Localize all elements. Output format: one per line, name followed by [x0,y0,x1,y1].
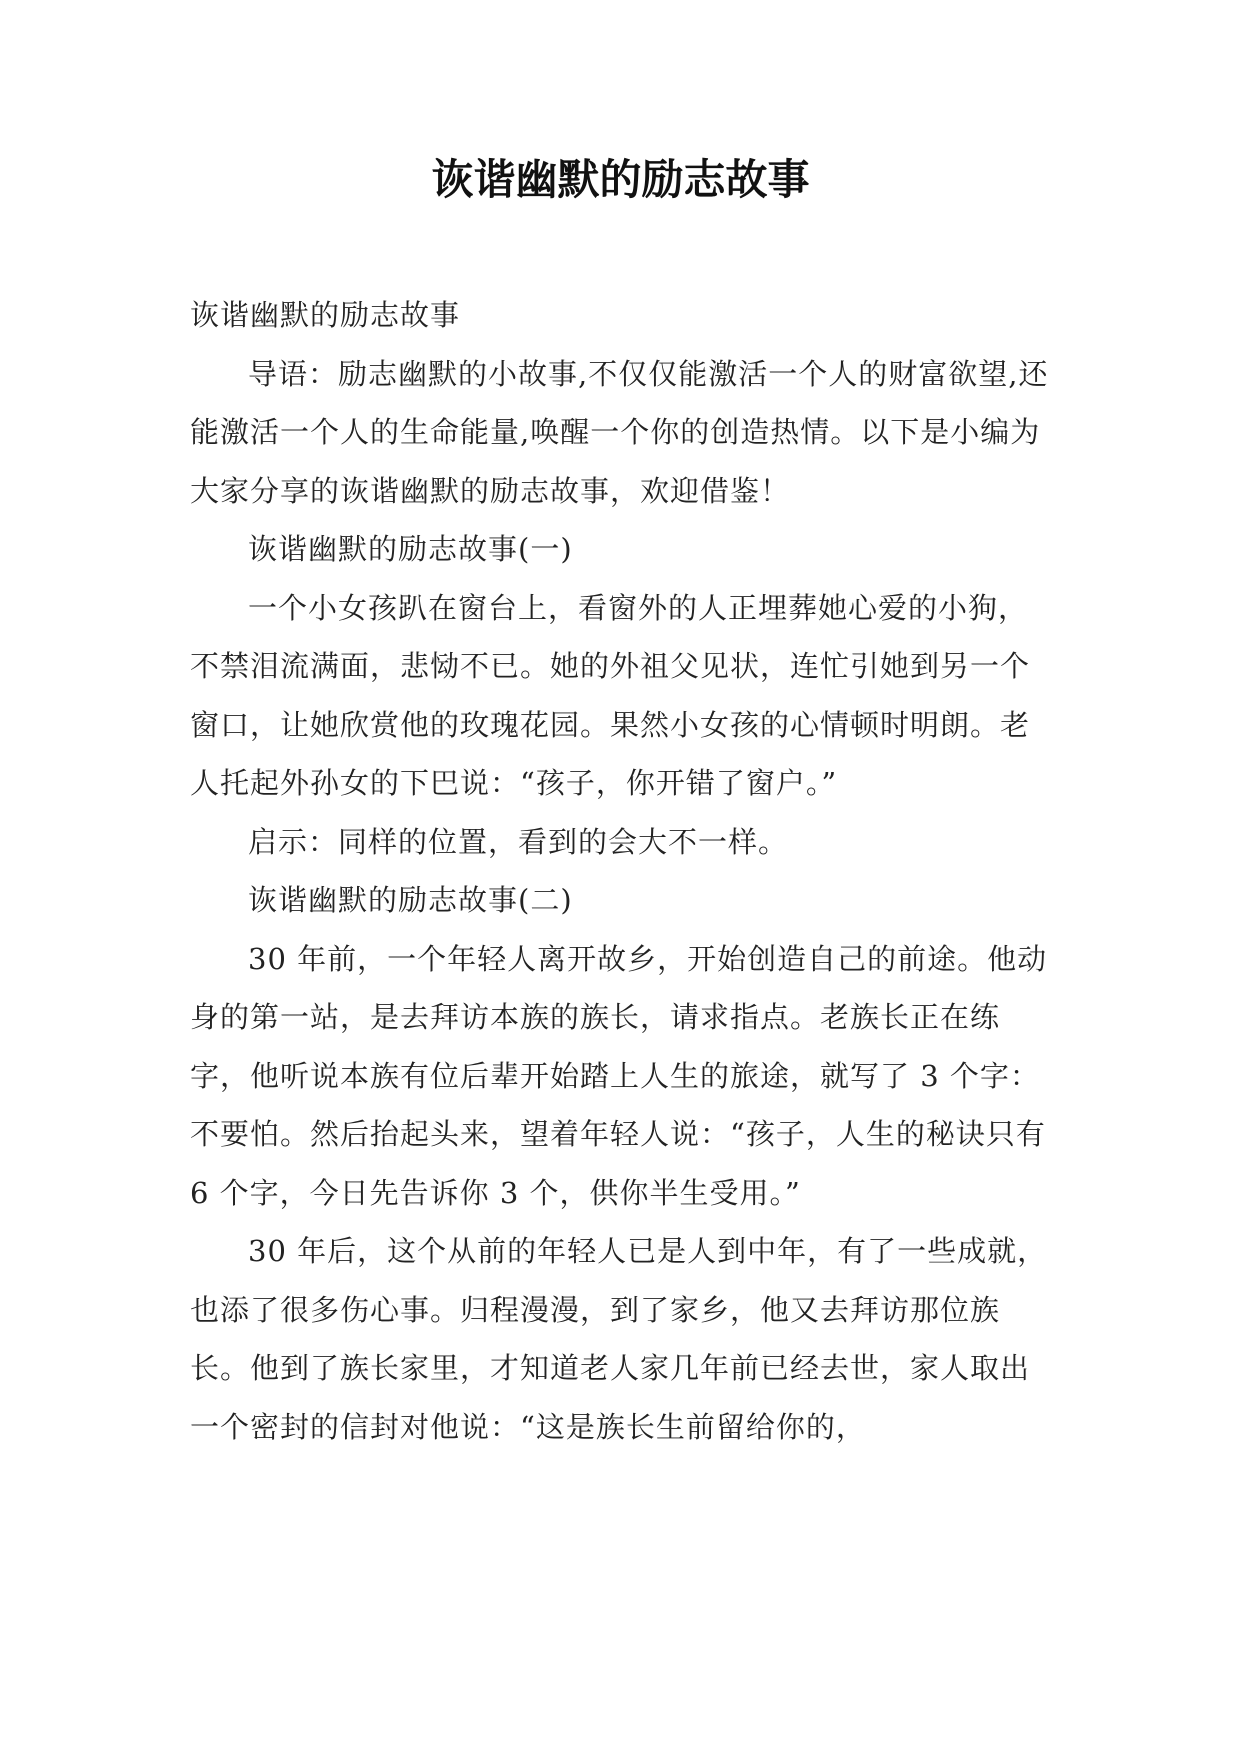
document-body [190,286,1050,1456]
story-one-paragraph: 一个小女孩趴在窗台上，看窗外的人正埋葬她心爱的小狗，不禁泪流满面，悲恸不已。她的外祖父见状，连忙引她到另一个窗口，让她欣赏他的玫瑰花园。果然小女孩的心情顿时明朗。老人托起外孙女的下巴说：“孩子，你开错了窗户。” [190,590,1031,800]
document-title: 诙谐幽默的励志故事 [431,155,810,204]
story-one-heading: 诙谐幽默的励志故事(一) [248,532,573,566]
story-two-paragraph-continued: 30 年后，这个从前的年轻人已是人到中年，有了一些成就，也添了很多伤心事。归程漫漫，到了家乡，他又去拜访那位族长。他到了族长家里，才知道老人家几年前已经去世，家人取出一个密封的信封对他说：“这是族长生前留给你的， [190,1234,1048,1444]
intro-paragraph: 导语：励志幽默的小故事,不仅仅能激活一个人的财富欲望,还能激活一个人的生命能量,唤醒一个你的创造热情。以下是小编为大家分享的诙谐幽默的励志故事，欢迎借鉴！ [190,356,1049,508]
story-two-heading: 诙谐幽默的励志故事(二) [248,883,573,917]
story-two-paragraph: 30 年前，一个年轻人离开故乡，开始创造自己的前途。他动身的第一站，是去拜访本族的族长，请求指点。老族长正在练字，他听说本族有位后辈开始踏上人生的旅途，就写了 3 个字：不要怕。然后抬起头来，望着年轻人说：“孩子，人生的秘诀只有 6 个字，今日先告诉你 3 个，供你半生受用。” [190,941,1048,1210]
story-one-lesson: 启示：同样的位置，看到的会大不一样。 [248,824,789,859]
body-heading: 诙谐幽默的励志故事 [190,298,461,332]
